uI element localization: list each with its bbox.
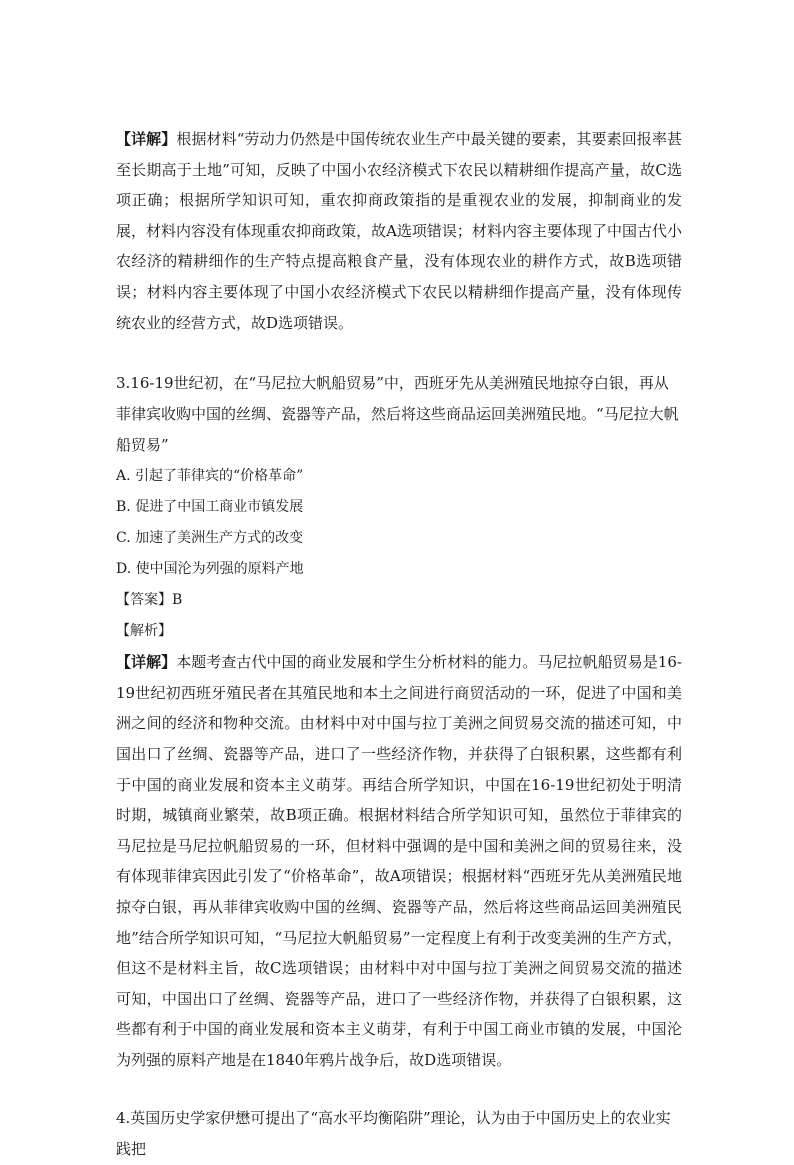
q4-stem: 4.英国历史学家伊懋可提出了“高水平均衡陷阱”理论，认为由于中国历史上的农业实践把: [116, 1109, 671, 1159]
q3-option-d: D. 使中国沦为列强的原料产地: [116, 561, 304, 578]
q3-detail-text: 本题考查古代中国的商业发展和学生分析材料的能力。马尼拉帆船贸易是16-19世纪初西班牙殖民者在其殖民地和本土之间进行商贸活动的一环，促进了中国和美洲之间的经济和物种交流。由材料中对中国与拉丁美洲之间贸易交流的描述可知，中国出口了丝绸、瓷器等产品，进口了一些经济作物，并获得了白银积累，这些都有利于中国的商业发展和资本主义萌芽。再结合所学知识，中国在16-19世纪初处于明清时期，城镇商业繁荣，故B项正确。根据材料结合所学知识可知，虽然位于菲律宾的马尼拉是马尼拉帆船贸易的一环，但材料中强调的是中国和美洲之间的贸易往来，没有体现菲律宾因此引发了“价格革命”，故A项错误；根据材料“西班牙先从美洲殖民地掠夺白银，再从菲律宾收购中国的丝绸、瓷器等产品，然后将这些商品运回美洲殖民地”结合所学知识可知，“马尼拉大帆船贸易”一定程度上有利于改变美洲的生产方式，但这不是材料主旨，故C选项错误；由材料中对中国与拉丁美洲之间贸易交流的描述可知，中国出口了丝绸、瓷器等产品，进口了一些经济作物，并获得了白银积累，这些都有利于中国的商业发展和资本主义萌芽，有利于中国工商业市镇的发展，中国沦为列强的原料产地是在1840年鸦片战争后，故D选项错误。: [116, 653, 682, 1069]
document-content: [116, 124, 682, 1165]
q3-stem: 3.16-19世纪初，在“马尼拉大帆船贸易”中，西班牙先从美洲殖民地掠夺白银，再从菲律宾收购中国的丝绸、瓷器等产品，然后将这些商品运回美洲殖民地。“马尼拉大帆船贸易”: [116, 374, 679, 455]
q3-detail-paragraph: [116, 647, 682, 1075]
q3-option-c: C. 加速了美洲生产方式的改变: [116, 530, 304, 547]
q3-answer: 【答案】B: [116, 592, 183, 609]
spacer: [116, 1075, 682, 1103]
q3-option-a: A. 引起了菲律宾的“价格革命”: [116, 468, 304, 485]
q3-analysis-label: 【解析】: [116, 623, 172, 640]
detail-tag: 【详解】: [116, 653, 177, 672]
detail-tag: 【详解】: [116, 130, 177, 148]
q2-detail-text: 根据材料“劳动力仍然是中国传统农业生产中最关键的要素，其要素回报率甚至长期高于土地”可知，反映了中国小农经济模式下农民以精耕细作提高产量，故C选项正确；根据所学知识可知，重农抑商政策指的是重视农业的发展，抑制商业的发展，材料内容没有体现重农抑商政策，故A选项错误；材料内容主要体现了中国古代小农经济的精耕细作的生产特点提高粮食产量，没有体现农业的耕作方式，故B选项错误；材料内容主要体现了中国小农经济模式下农民以精耕细作提高产量，没有体现传统农业的经营方式，故D选项错误。: [116, 130, 682, 332]
q3-option-b: B. 促进了中国工商业市镇发展: [116, 499, 304, 516]
q2-detail-paragraph: [116, 124, 682, 338]
spacer: [116, 338, 682, 368]
